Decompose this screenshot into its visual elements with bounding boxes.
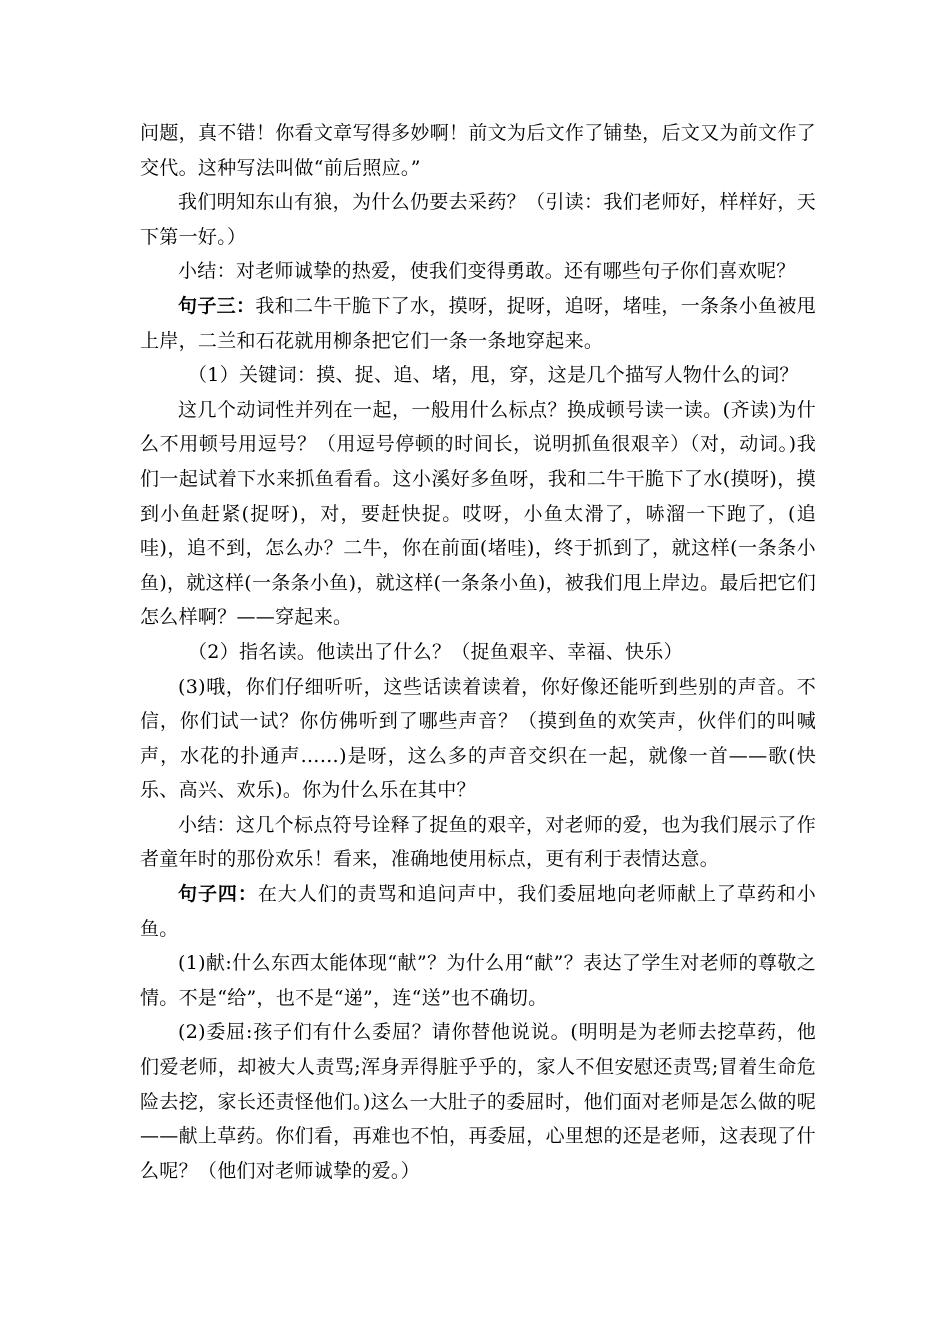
paragraph-11: (1)献:什么东西太能体现“献”？为什么用“献”？表达了学生对老师的尊敬之情。不是“给”，也不是“递”，连“送”也不确切。 xyxy=(140,952,816,1009)
paragraph-9: 小结：这几个标点符号诠释了捉鱼的艰辛，对老师的爱，也为我们展示了作者童年时的那份欢乐！看来，准确地使用标点，更有利于表情达意。 xyxy=(140,813,816,871)
paragraph-4 xyxy=(140,289,816,358)
document-body xyxy=(140,116,816,1188)
paragraph-7: （2）指名读。他读出了什么？（捉鱼艰辛、幸福、快乐） xyxy=(188,640,683,663)
paragraph-1: 问题，真不错！你看文章写得多妙啊！前文为后文作了铺垫，后文又为前文作了交代。这种写法叫做“前后照应。” xyxy=(140,122,816,179)
paragraph-2: 我们明知东山有狼，为什么仍要去采药？（引读：我们老师好，样样好，天下第一好。） xyxy=(140,191,816,248)
paragraph-5: （1）关键词：摸、捉、追、堵，甩，穿，这是几个描写人物什么的词？ xyxy=(188,364,799,387)
sentence-three-text: 我和二牛干脆下了水，摸呀，捉呀，追呀，堵哇，一条条小鱼被甩上岸，二兰和石花就用柳条把它们一条一条地穿起来。 xyxy=(140,294,817,352)
paragraph-12: (2)委屈:孩子们有什么委屈？请你替他说说。(明明是为老师去挖草药，他们爱老师，却被大人责骂;浑身弄得脏乎乎的，家人不但安慰还责骂;冒着生命危险去挖，家长还责怪他们。)这么一大肚子的委屈时，他们面对老师是怎么做的呢——献上草药。你们看，再难也不怕，再委屈，心里想的还是老师，这表现了什么呢？（他们对老师诚挚的爱。） xyxy=(140,1021,816,1182)
paragraph-10 xyxy=(140,877,816,946)
sentence-four-text: 在大人们的责骂和追问声中，我们委屈地向老师献上了草药和小鱼。 xyxy=(140,883,817,940)
paragraph-8: (3)哦，你们仔细听听，这些话读着读着，你好像还能听到些别的声音。不信，你们试一试？你仿佛听到了哪些声音？（摸到鱼的欢笑声，伙伴们的叫喊声，水花的扑通声……)是呀，这么多的声音交织在一起，就像一首——歌(快乐、高兴、欢乐)。你为什么乐在其中？ xyxy=(140,675,816,802)
paragraph-3: 小结：对老师诚挚的热爱，使我们变得勇敢。还有哪些句子你们喜欢呢？ xyxy=(178,260,796,283)
paragraph-6: 这几个动词性并列在一起，一般用什么标点？换成顿号读一读。(齐读)为什么不用顿号用逗号？（用逗号停顿的时间长，说明抓鱼很艰辛）（对，动词。)我们一起试着下水来抓鱼看看。这小溪好多鱼呀，我和二牛干脆下了水(摸呀)，摸到小鱼赶紧(捉呀)，对，要赶快捉。哎呀，小鱼太滑了，哧溜一下跑了，(追哇)，追不到，怎么办？二牛，你在前面(堵哇)，终于抓到了，就这样(一条条小鱼)，就这样(一条条小鱼)，就这样(一条条小鱼)，被我们甩上岸边。最后把它们怎么样啊？——穿起来。 xyxy=(140,398,816,629)
sentence-three-heading: 句子三： xyxy=(178,294,256,317)
sentence-four-heading: 句子四： xyxy=(178,883,258,906)
